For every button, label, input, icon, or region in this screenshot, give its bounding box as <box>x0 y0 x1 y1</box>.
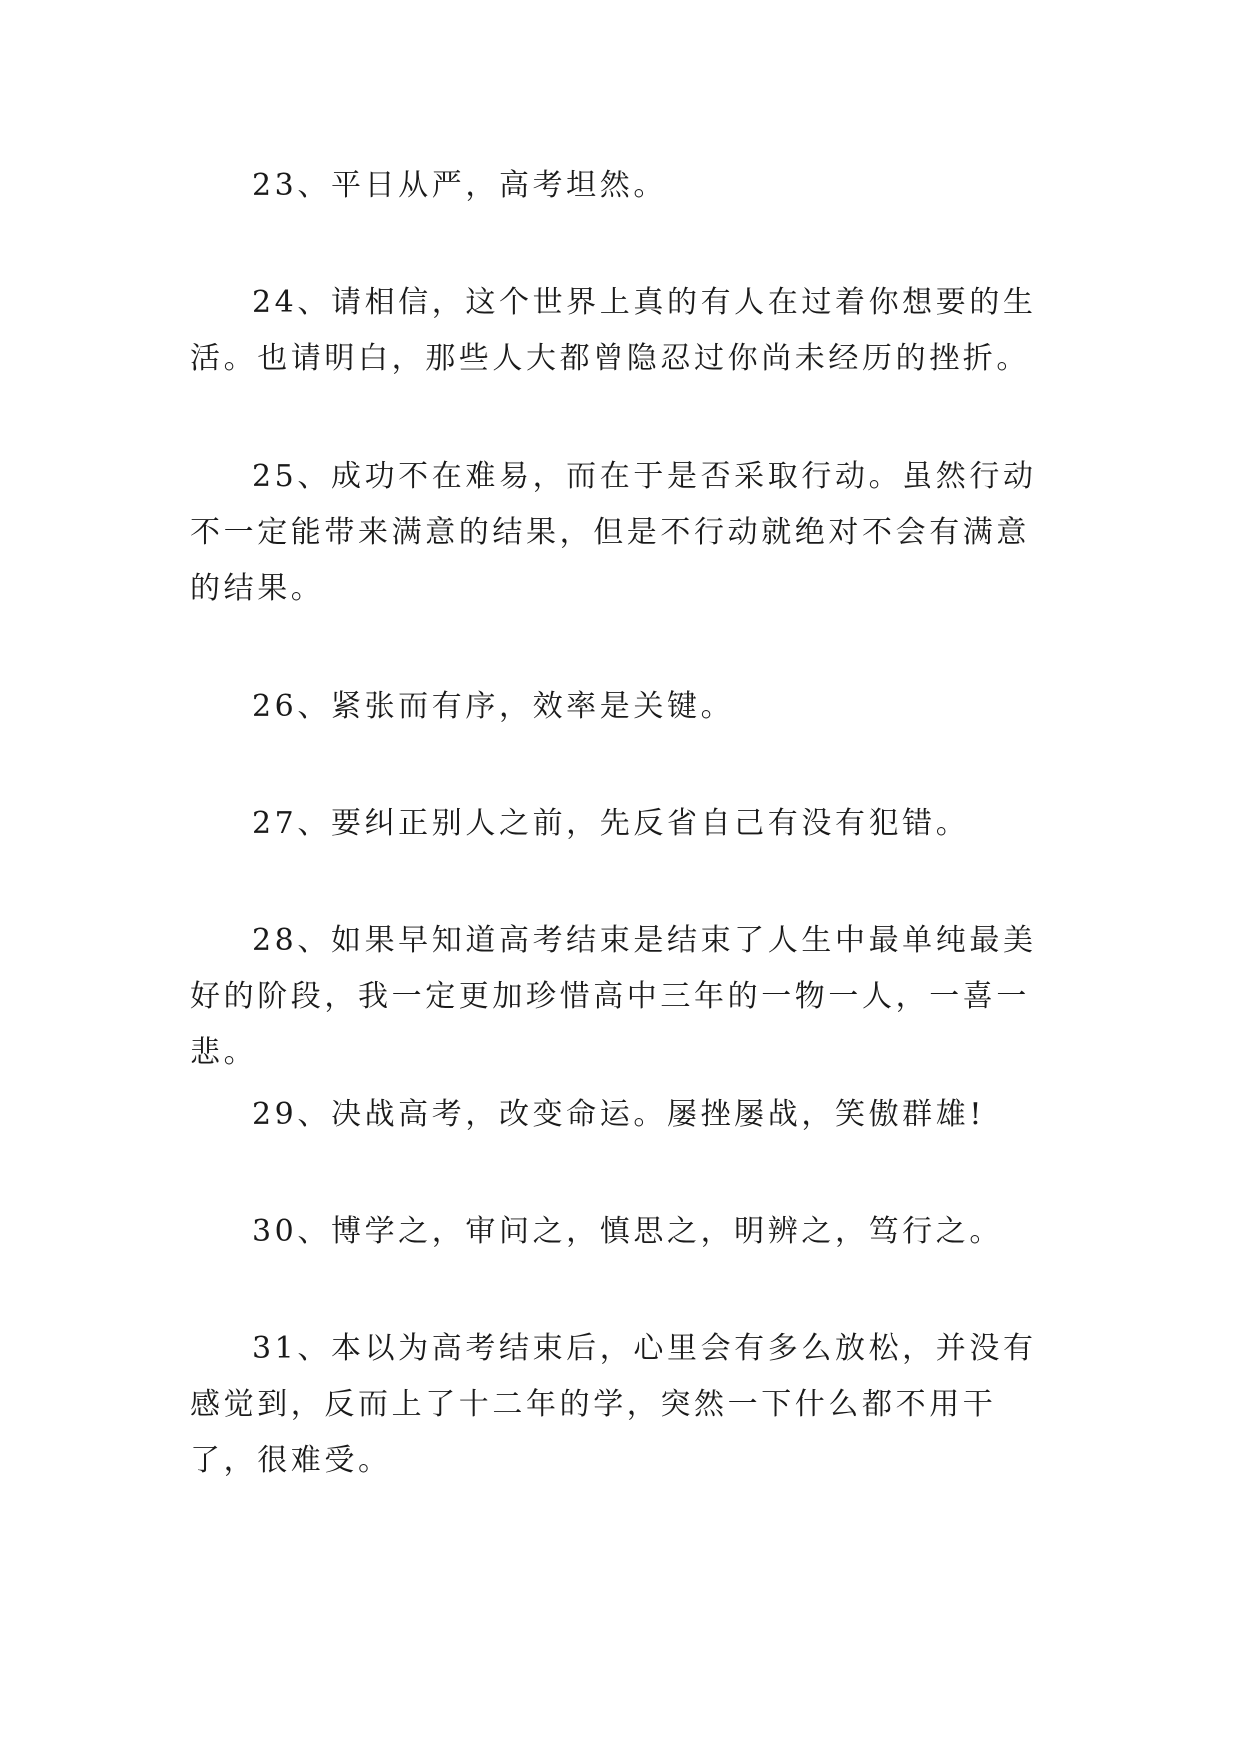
paragraph-23: 23、平日从严，高考坦然。 <box>252 168 667 203</box>
paragraph-30: 30、博学之，审问之，慎思之，明辨之，笃行之。 <box>252 1214 1003 1249</box>
paragraph-27: 27、要纠正别人之前，先反省自己有没有犯错。 <box>252 806 970 841</box>
paragraph-24: 24、请相信，这个世界上真的有人在过着你想要的生活。也请明白，那些人大都曾隐忍过你尚未经历的挫折。 <box>190 285 1037 376</box>
paragraph-29: 29、决战高考，改变命运。屡挫屡战，笑傲群雄! <box>252 1097 986 1132</box>
paragraph-25: 25、成功不在难易，而在于是否采取行动。虽然行动不一定能带来满意的结果，但是不行动就绝对不会有满意的结果。 <box>190 459 1037 606</box>
paragraph-28: 28、如果早知道高考结束是结束了人生中最单纯最美好的阶段，我一定更加珍惜高中三年的一物一人，一喜一悲。 <box>190 923 1037 1070</box>
paragraph-31: 31、本以为高考结束后，心里会有多么放松，并没有感觉到，反而上了十二年的学，突然一下什么都不用干了，很难受。 <box>190 1331 1037 1478</box>
paragraph-26: 26、紧张而有序，效率是关键。 <box>252 689 735 724</box>
